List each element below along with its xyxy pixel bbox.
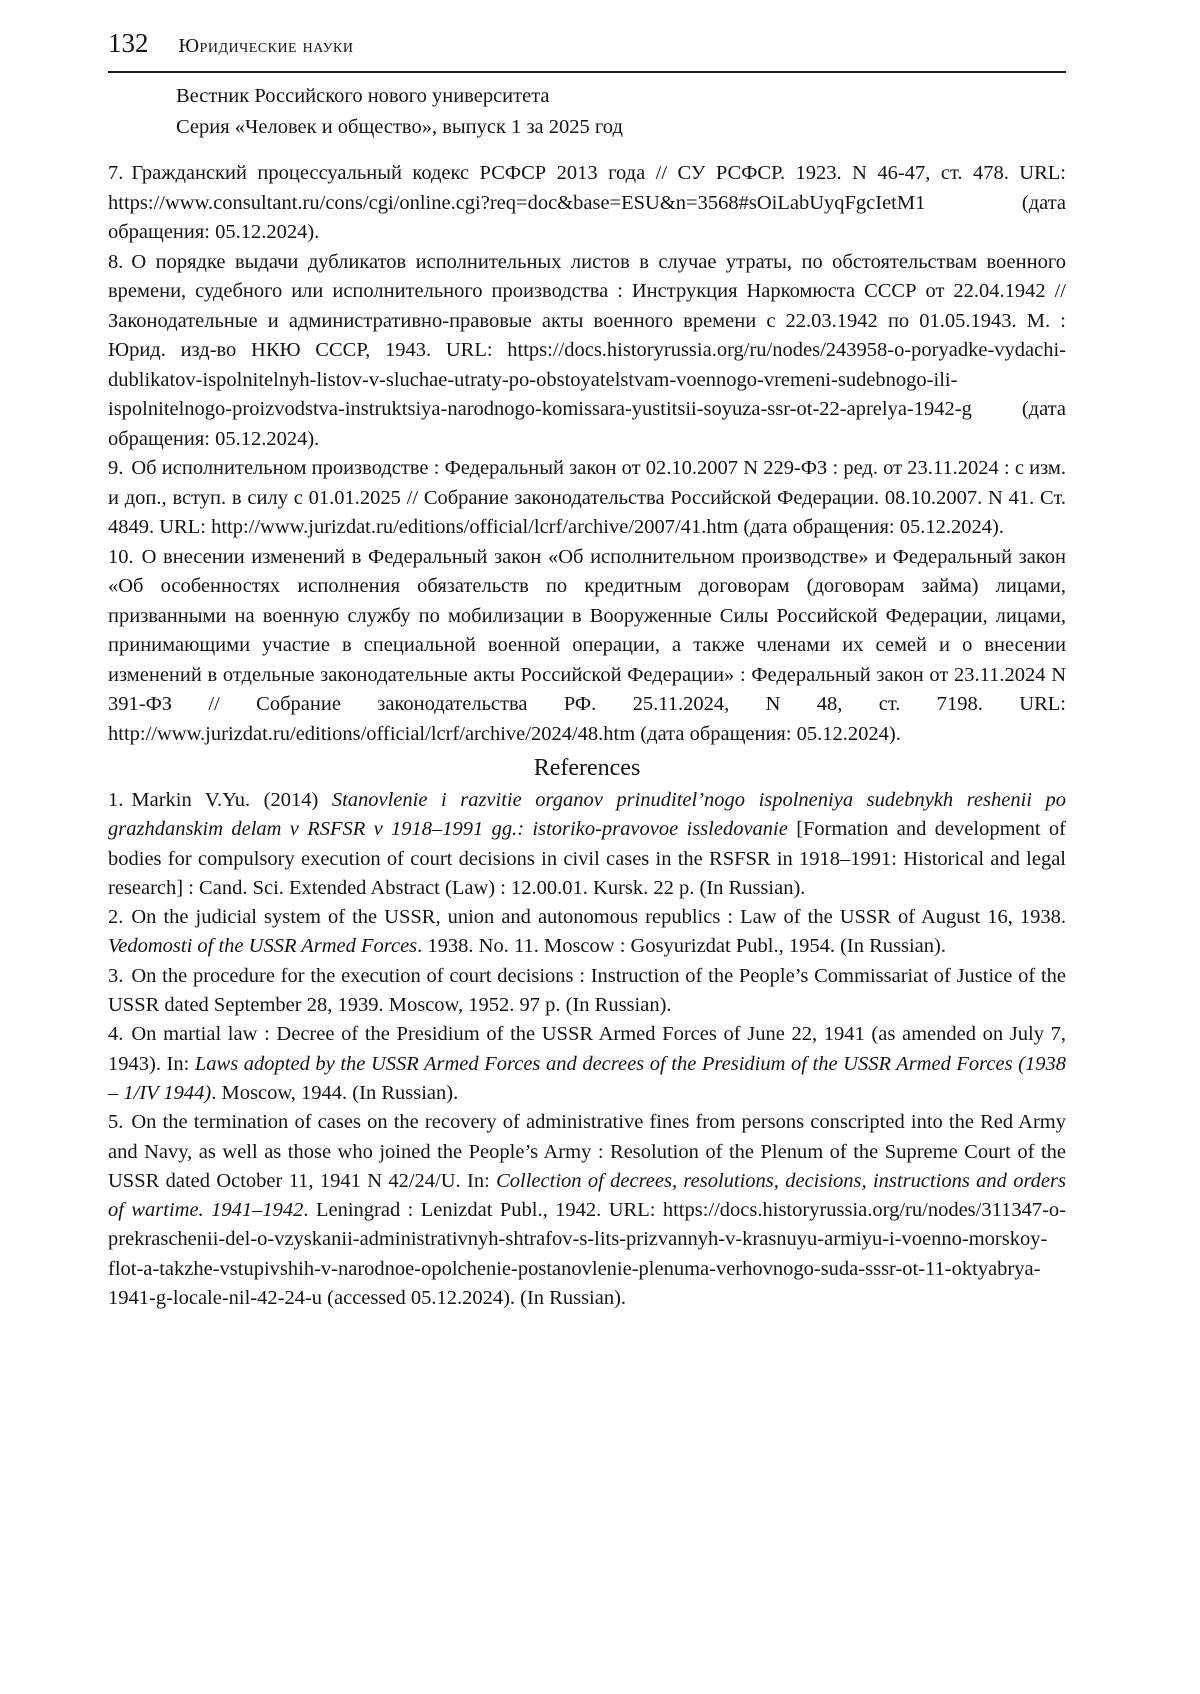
journal-name: Вестник Российского нового университета	[176, 85, 550, 107]
reference-item-9	[108, 454, 1066, 543]
reference-item-8	[108, 248, 1066, 455]
reference-item-en-1	[108, 786, 1066, 903]
reference-number: 10.	[108, 545, 134, 568]
reference-text: On martial law : Decree of the Presidium of the USSR Armed Forces of June 22, 1941 (as amended on July 7, 1943). In:	[108, 1023, 1066, 1075]
reference-number: 3.	[108, 964, 124, 987]
reference-text: Об исполнительном производстве : Федеральный закон от 02.10.2007 N 229-ФЗ : ред. от 23.11.2024 : с изм. и доп., вступ. в силу с 01.01.2025 // Собрание законодательства Российской Федерации. 08.10.2007. N 41. Ст. 4849. URL: http://www.jurizdat.ru/editions/official/lcrf/archive/2007/41.htm (дата обращения: 05.12.2024).	[108, 457, 1066, 538]
reference-title: Vedomosti of the USSR Armed Forces	[108, 935, 418, 958]
reference-text-tail: . Leningrad : Lenizdat Publ., 1942. URL: https://docs.historyrussia.org/ru/nodes/311347-o-prekraschenii-del-o-vzyskanii-administrativnyh-shtrafov-s-lits-prizvannyh-v-krasnuyu-armiyu-i-voenno-morskoy-flot-a-takzhe-vstupivshih-v-narodnoe-opolchenie-postanovlenie-plenuma-verhovnogo-suda-sssr-ot-11-oktyabrya-1941-g-locale-nil-42-24-u (accessed 05.12.2024). (In Russian).	[108, 1199, 1066, 1310]
references-english	[108, 786, 1066, 1313]
reference-number: 9.	[108, 457, 124, 479]
reference-text-tail: . Moscow, 1944. (In Russian).	[211, 1081, 459, 1104]
references-heading: References	[533, 755, 641, 781]
reference-number: 1.	[108, 789, 124, 811]
reference-item-7	[108, 159, 1066, 248]
reference-item-en-4	[108, 1020, 1066, 1108]
reference-item-en-2	[108, 903, 1066, 962]
reference-text: On the termination of cases on the recovery of administrative fines from persons conscripted into the Red Army and Navy, as well as those who joined the People’s Army : Resolution of the Plenum of the Supreme Court of the USSR dated October 11, 1941 N 42/24/U. In:	[108, 1111, 1066, 1192]
reference-item-en-3	[108, 962, 1066, 1021]
reference-number: 7.	[108, 162, 124, 184]
reference-text: On the judicial system of the USSR, union and autonomous republics : Law of the USSR of August 16, 1938.	[131, 906, 1066, 929]
reference-text: О внесении изменений в Федеральный закон «Об исполнительном производстве» и Федеральный закон «Об особенностях исполнения обязательств по кредитным договорам (договорам займа) лицами, призванными на военную службу по мобилизации в Вооруженные Силы Российской Федерации, лицами, принимающими участие в специальной военной операции, а также членами их семей и о внесении изменений в отдельные законодательные акты Российской Федерации» : Федеральный закон от 23.11.2024 N 391-ФЗ // Собрание законодательства РФ. 25.11.2024, N 48, ст. 7198. URL: http://www.jurizdat.ru/editions/official/lcrf/archive/2024/48.htm (дата обращения: 05.12.2024).	[108, 545, 1066, 745]
running-header	[108, 28, 1066, 73]
page	[108, 28, 1066, 1313]
reference-text-tail: . 1938. No. 11. Moscow : Gosyurizdat Publ., 1954. (In Russian).	[417, 935, 946, 958]
reference-title: Collection of decrees, resolutions, decisions, instructions and orders of wartime. 1941–1942	[108, 1169, 1066, 1222]
reference-text: Гражданский процессуальный кодекс РСФСР 2013 года // СУ РСФСР. 1923. N 46-47, ст. 478. URL: https://www.consultant.ru/cons/cgi/online.cgi?req=doc&base=ESU&n=3568#sOiLabUyqFgcIetM1 (дата обращения: 05.12.2024).	[108, 162, 1066, 243]
reference-number: 4.	[108, 1023, 124, 1046]
reference-text-tail: [Formation and development of bodies for compulsory execution of court decisions in civil cases in the RSFSR in 1918–1991: Historical and legal research] : Cand. Sci. Extended Abstract (Law) : 12.00.01. Kursk. 22 p. (In Russian).	[108, 818, 1066, 899]
reference-text: Markin V.Yu. (2014)	[131, 789, 332, 811]
reference-item-10	[108, 543, 1066, 750]
references-russian	[108, 159, 1066, 749]
journal-series: Серия «Человек и общество», выпуск 1 за 2025 год	[176, 116, 623, 138]
section-title: Юридические науки	[178, 35, 354, 57]
reference-title: Laws adopted by the USSR Armed Forces and decrees of the Presidium of the USSR Armed Forces (1938 – 1/IV 1944)	[108, 1052, 1066, 1104]
reference-number: 8.	[108, 250, 124, 273]
reference-number: 5.	[108, 1111, 124, 1134]
reference-text: On the procedure for the execution of court decisions : Instruction of the People’s Commissariat of Justice of the USSR dated September 28, 1939. Moscow, 1952. 97 p. (In Russian).	[108, 964, 1066, 1017]
journal-info	[176, 81, 1066, 143]
reference-text: О порядке выдачи дубликатов исполнительных листов в случае утраты, по обстоятельствам военного времени, судебного или исполнительного производства : Инструкция Наркомюста СССР от 22.04.1942 // Законодательные и административно-правовые акты военного времени с 22.03.1942 по 01.05.1943. М. : Юрид. изд-во НКЮ СССР, 1943. URL: https://docs.historyrussia.org/ru/nodes/243958-o-poryadke-vydachi-dublikatov-ispolnitelnyh-listov-v-sluchae-utraty-po-obstoyatelstvam-voennogo-vremeni-sudebnogo-ili-ispolnitelnogo-proizvodstva-instruktsiya-narodnogo-komissara-yustitsii-soyuza-ssr-ot-22-aprelya-1942-g (дата обращения: 05.12.2024).	[108, 250, 1066, 450]
reference-title: Stanovlenie i razvitie organov prinuditel’nogo ispolneniya sudebnykh reshenii po grazhdanskim delam v RSFSR v 1918–1991 gg.: istoriko-pravovoe issledovanie	[108, 789, 1066, 841]
page-number: 132	[108, 28, 149, 58]
reference-item-en-5	[108, 1108, 1066, 1313]
reference-number: 2.	[108, 906, 124, 929]
